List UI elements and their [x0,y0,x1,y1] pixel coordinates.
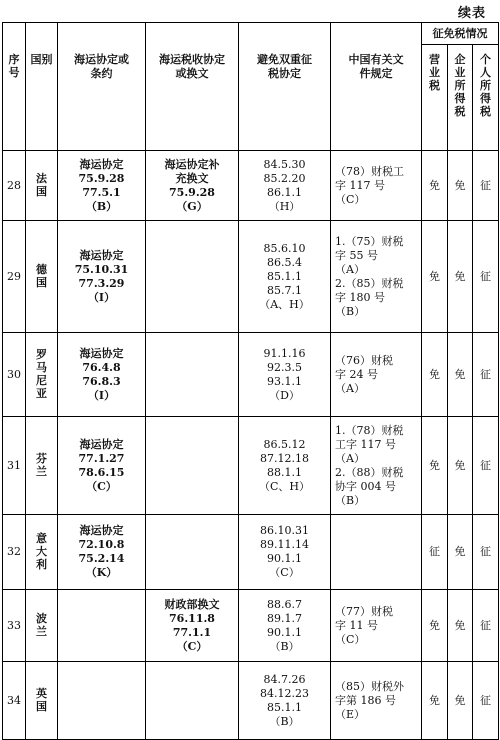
cell-line: 77.3.29 [78,276,125,290]
cell-country [26,221,58,333]
table-row [3,662,499,740]
cell-line: （I） [87,388,116,402]
cell-line: 工字 117 号 [335,437,396,451]
cell-business-tax: 征 [422,515,448,590]
cell-double-taxation [239,417,331,515]
cell-personal-income-tax: 征 [473,590,499,662]
country-name: 英国 [36,687,47,713]
cell-line: （I） [87,290,116,304]
cell-line: 字 180 号 [335,290,385,304]
cell-seq: 28 [3,151,26,221]
cell-line: （B） [269,639,300,653]
cell-line: （B） [85,199,118,213]
cell-china-documents [331,151,422,221]
cell-line: 91.1.16 [263,346,306,360]
cell-line: （77）财税 [335,604,393,618]
cell-business-tax: 免 [422,590,448,662]
cell-line: 88.6.7 [267,597,302,611]
cell-shipping-tax-agreement [146,417,239,515]
cell-line: 海运协定 [79,524,124,537]
cell-line: （B） [335,304,366,318]
country-name: 德国 [36,263,47,289]
cell-business-tax: 免 [422,662,448,740]
cell-business-tax: 免 [422,151,448,221]
cell-line: 86.10.31 [260,524,309,537]
cell-line: 海运协定 [79,437,124,451]
cell-enterprise-income-tax: 免 [448,221,473,333]
cell-line: 86.5.12 [263,437,306,451]
cell-line: （78）财税工 [335,164,404,178]
cell-line: 76.11.8 [169,611,215,625]
cell-personal-income-tax: 征 [473,662,499,740]
cell-line: 76.8.3 [82,374,121,388]
cell-shipping-tax-agreement [146,590,239,662]
cell-line: 字第 186 号 [335,693,396,707]
cell-line: 90.1.1 [267,552,302,565]
table-row [3,151,499,221]
cell-line: 字 117 号 [335,178,385,192]
cell-line: 84.12.23 [260,686,309,700]
cell-personal-income-tax: 征 [473,417,499,515]
cell-enterprise-income-tax: 免 [448,590,473,662]
cell-line: 1.（75）财税 [335,234,404,248]
cell-shipping-agreement [58,221,146,333]
cell-china-documents [331,417,422,515]
cell-china-documents [331,515,422,590]
header-personal-income-tax: 个人所得税 [473,45,499,151]
cell-line: 86.5.4 [267,255,302,269]
cell-line: 85.1.1 [267,700,302,714]
cell-line: 77.1.27 [78,451,125,465]
cell-line: 海运协定补 [164,157,220,171]
cell-shipping-agreement [58,333,146,417]
cell-business-tax: 免 [422,333,448,417]
header-business-tax: 营业税 [422,45,448,151]
cell-country [26,333,58,417]
cell-personal-income-tax: 征 [473,515,499,590]
table-row [3,515,499,590]
cell-line: 88.1.1 [267,465,302,479]
cell-china-documents [331,221,422,333]
cell-seq: 34 [3,662,26,740]
cell-shipping-agreement [58,590,146,662]
cell-line: 90.1.1 [267,625,302,639]
cell-line: 85.6.10 [263,241,306,255]
cell-shipping-agreement [58,662,146,740]
cell-line: 75.2.14 [78,552,125,565]
cell-line: （K） [85,566,118,579]
cell-double-taxation [239,221,331,333]
cell-line: （C） [269,566,300,579]
cell-double-taxation [239,590,331,662]
cell-line: 75.9.28 [78,171,125,185]
cell-line: （H） [268,199,301,213]
cell-line: （E） [335,707,366,721]
table-row [3,417,499,515]
table-row [3,221,499,333]
cell-line: 92.3.5 [267,360,302,374]
country-name: 意大利 [36,532,47,571]
continued-label: 续表 [457,6,486,21]
cell-china-documents [331,333,422,417]
cell-shipping-tax-agreement [146,515,239,590]
cell-line: 77.1.1 [172,625,212,639]
cell-line: （C） [335,192,366,206]
cell-line: 字 55 号 [335,248,378,262]
cell-china-documents [331,662,422,740]
cell-line: 76.4.8 [82,360,121,374]
cell-shipping-agreement [58,417,146,515]
cell-line: （C） [176,639,208,653]
cell-china-documents [331,590,422,662]
cell-line: 海运协定 [79,248,124,262]
cell-line: 77.5.1 [82,185,121,199]
cell-double-taxation [239,333,331,417]
cell-country [26,590,58,662]
cell-personal-income-tax: 征 [473,333,499,417]
cell-shipping-tax-agreement [146,662,239,740]
cell-enterprise-income-tax: 免 [448,417,473,515]
cell-shipping-agreement [58,515,146,590]
cell-shipping-agreement [58,151,146,221]
table-row [3,590,499,662]
cell-line: 93.1.1 [267,374,302,388]
cell-double-taxation [239,662,331,740]
table-body [3,151,499,740]
cell-double-taxation [239,515,331,590]
cell-line: （D） [269,388,300,402]
cell-seq: 33 [3,590,26,662]
cell-line: 86.1.1 [267,185,302,199]
cell-line: 85.7.1 [267,283,302,297]
cell-line: 字 24 号 [335,367,378,381]
cell-line: （85）财税外 [335,679,404,693]
cell-country [26,662,58,740]
cell-line: 海运协定 [79,346,124,360]
cell-line: 85.2.20 [263,171,306,185]
cell-personal-income-tax: 征 [473,151,499,221]
cell-line: 89.1.7 [267,611,302,625]
tax-treaty-table [2,22,499,740]
header-enterprise-income-tax: 企业所得税 [448,45,473,151]
cell-business-tax: 免 [422,417,448,515]
cell-line: 84.7.26 [263,672,306,686]
cell-line: （B） [269,714,300,728]
cell-line: 85.1.1 [267,269,302,283]
cell-line: 2.（88）财税 [335,465,404,479]
cell-line: 72.10.8 [78,538,125,551]
cell-line: （A） [335,451,365,465]
header-shipping-tax-agreement: 海运税收协定或换文 [146,23,239,151]
header-country: 国别 [26,23,58,151]
country-name: 芬兰 [36,452,47,478]
header-tax-status: 征免税情况 [422,23,499,45]
cell-country [26,417,58,515]
header-seq: 序号 [3,23,26,151]
cell-line: （C） [86,479,117,493]
cell-double-taxation [239,151,331,221]
cell-shipping-tax-agreement [146,333,239,417]
cell-line: （C） [335,632,366,646]
header-double-taxation: 避免双重征税协定 [239,23,331,151]
cell-line: （B） [335,493,366,507]
cell-line: 财政部换文 [164,597,220,611]
cell-line: （C、H） [258,479,310,493]
cell-line: 充换文 [175,171,209,185]
country-name: 法国 [36,172,47,198]
cell-line: 海运协定 [79,157,124,171]
cell-shipping-tax-agreement [146,221,239,333]
cell-country [26,151,58,221]
cell-line: （A） [335,381,365,395]
cell-line: （A） [335,262,365,276]
cell-line: 89.11.14 [260,538,309,551]
cell-personal-income-tax: 征 [473,221,499,333]
cell-line: 75.10.31 [74,262,129,276]
cell-line: 75.9.28 [169,185,215,199]
cell-line: （A、H） [259,297,310,311]
cell-enterprise-income-tax: 免 [448,333,473,417]
cell-shipping-tax-agreement [146,151,239,221]
cell-line: （G） [176,199,208,213]
cell-line: （76）财税 [335,353,393,367]
cell-enterprise-income-tax: 免 [448,151,473,221]
cell-line: 字 11 号 [335,618,378,632]
cell-line: 84.5.30 [263,157,306,171]
cell-business-tax: 免 [422,221,448,333]
cell-seq: 31 [3,417,26,515]
cell-line: 78.6.15 [78,465,125,479]
country-name: 波兰 [36,612,47,638]
cell-line: 2.（85）财税 [335,276,404,290]
cell-line: 1.（78）财税 [335,423,404,437]
cell-seq: 32 [3,515,26,590]
country-name: 罗马尼亚 [36,348,47,400]
header-shipping-agreement: 海运协定或条约 [58,23,146,151]
cell-seq: 30 [3,333,26,417]
cell-country [26,515,58,590]
header-china-documents: 中国有关文件规定 [331,23,422,151]
cell-line: 协字 004 号 [335,479,396,493]
table-row [3,333,499,417]
cell-enterprise-income-tax: 免 [448,662,473,740]
cell-enterprise-income-tax: 免 [448,515,473,590]
cell-line: 87.12.18 [260,451,309,465]
cell-seq: 29 [3,221,26,333]
